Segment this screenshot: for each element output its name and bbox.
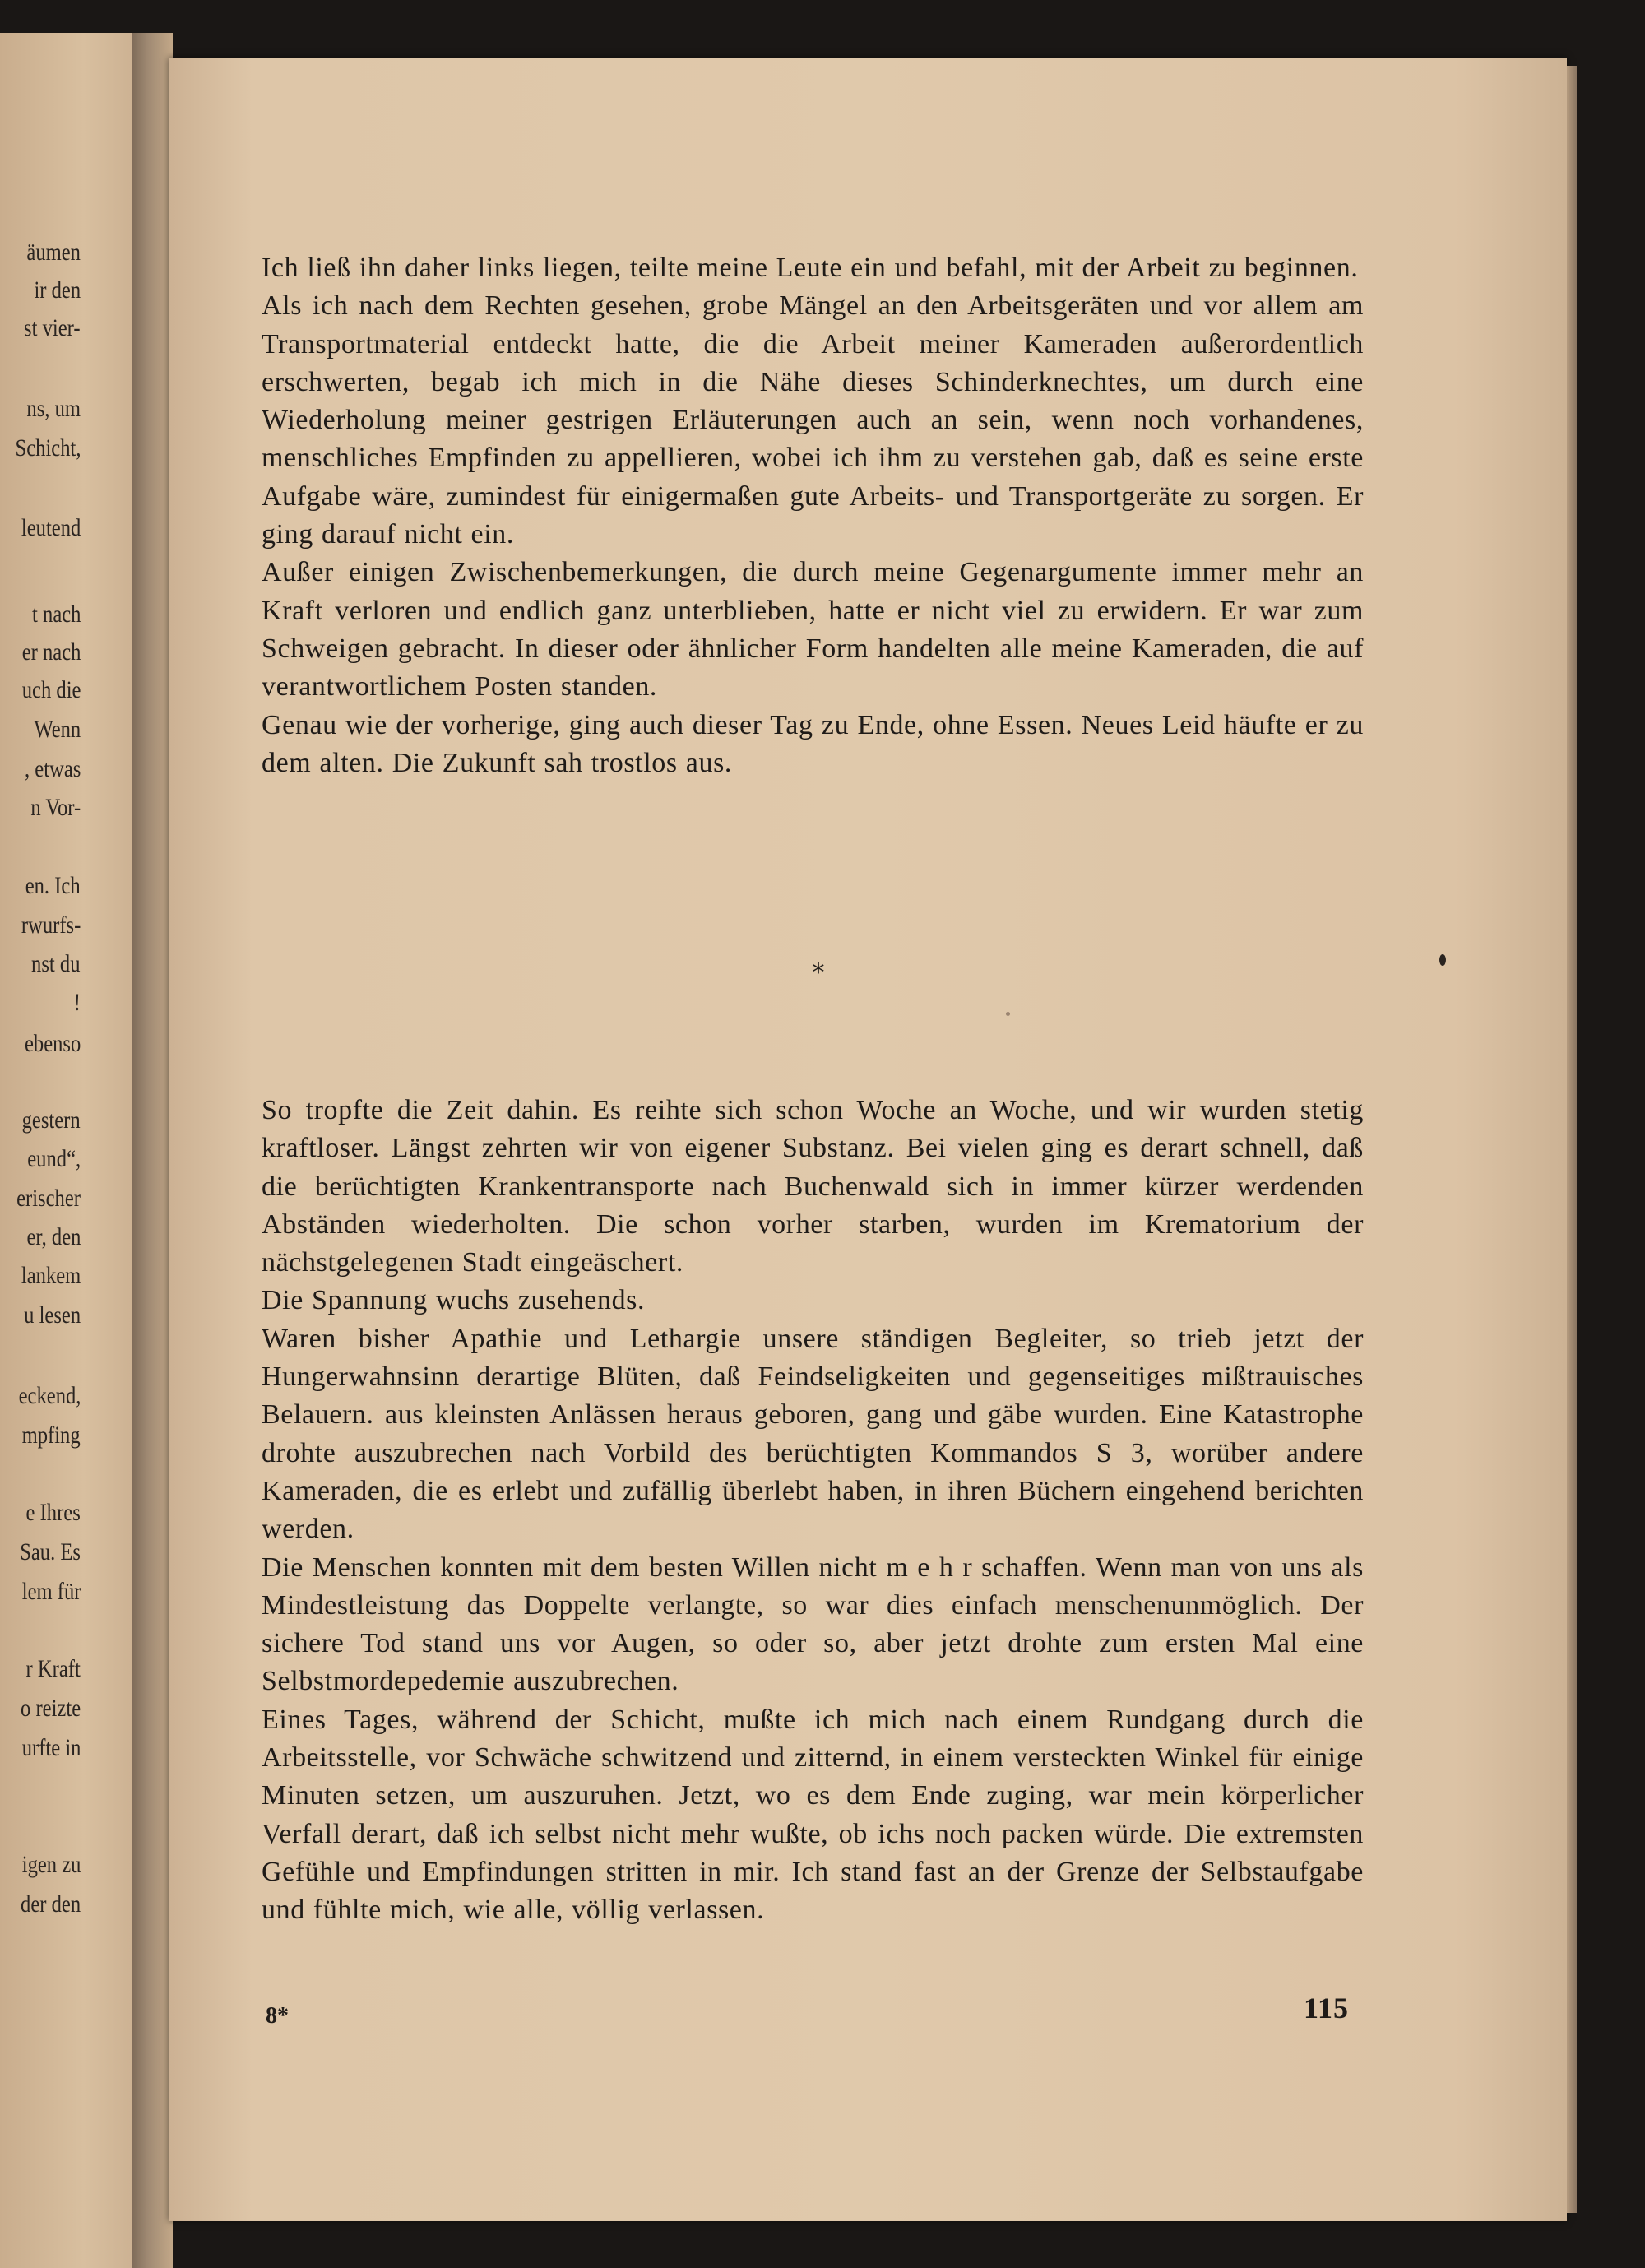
left-fragment: er nach [21, 638, 81, 666]
book-page [169, 58, 1567, 2221]
left-fragment: leutend [21, 514, 81, 541]
left-fragment: eckend, [18, 1382, 81, 1409]
left-fragment: igen zu [21, 1851, 81, 1878]
left-fragment: gestern [21, 1106, 81, 1134]
left-fragment: en. Ich [25, 872, 81, 899]
left-fragment: Schicht, [15, 434, 81, 461]
left-fragment: er, den [26, 1223, 81, 1250]
paragraph: Waren bisher Apathie und Lethargie unsere ständigen Begleiter, so trieb jetzt der Hungerwahnsinn derartige Blüten, daß Feindseligkeiten und gegenseitiges mißtrauisches Belauern. aus kleinsten Anlässen heraus geboren, gang und gäbe wurden. Eine Katastrophe drohte auszubrechen nach Vorbild des berüchtigten Kommandos S 3, worüber andere Kameraden, die es erlebt und zufällig überlebt haben, in ihren Büchern eingehend berichten werden. [262, 1323, 1364, 1545]
paragraph: Eines Tages, während der Schicht, mußte ich mich nach einem Rundgang durch die Arbeitsstelle, vor Schwäche schwitzend und zitternd, in einem versteckten Winkel für einige Minuten setzen, um auszuruhen. Jetzt, wo es dem Ende zuging, war mein körperlicher Verfall derart, daß ich selbst nicht mehr wußte, ob ichs noch packen würde. Die extremsten Gefühle und Empfindungen stritten in mir. Ich stand fast an der Grenze der Selbstaufgabe und fühlte mich, wie alle, völlig verlassen. [262, 1704, 1364, 1926]
ink-speck [1439, 954, 1446, 966]
left-fragment: Sau. Es [20, 1538, 81, 1565]
paragraph: Genau wie der vorherige, ging auch dieser Tag zu Ende, ohne Essen. Neues Leid häufte er zu dem alten. Die Zukunft sah trostlos aus. [262, 709, 1364, 778]
left-fragment: mpfing [21, 1422, 81, 1449]
paragraph: Außer einigen Zwischenbemerkungen, die durch meine Gegenargumente immer mehr an Kraft verloren und endlich ganz unterblieben, hatte er nicht viel zu erwidern. Er war zum Schweigen gebracht. In dieser oder ähnlicher Form handelten alle meine Kameraden, die auf verantwortlichem Posten standen. [262, 557, 1364, 703]
paragraph: Die Menschen konnten mit dem besten Willen nicht m e h r schaffen. Wenn man von uns als Mindestleistung das Doppelte verlangte, so war dies einfach menschenunmöglich. Der sichere Tod stand uns vor Augen, so oder so, aber jetzt drohte zum ersten Mal eine Selbstmordepedemie auszubrechen. [262, 1551, 1364, 1697]
left-fragment: Wenn [34, 716, 81, 743]
left-fragment: u lesen [24, 1301, 81, 1329]
left-fragment: uch die [21, 676, 81, 703]
left-fragment: r Kraft [25, 1655, 81, 1682]
left-fragment: ! [73, 989, 81, 1016]
left-fragment: rwurfs- [21, 911, 81, 939]
left-fragment: st vier- [24, 314, 81, 341]
book-gutter [132, 33, 173, 2268]
text-section-1 [262, 249, 1364, 782]
left-fragment: ns, um [26, 395, 81, 422]
paragraph: Als ich nach dem Rechten gesehen, grobe Mängel an den Arbeitsgeräten und vor allem am Transportmaterial entdeckt hatte, die die Arbeit meiner Kameraden außerordentlich erschwerten, begab ich mich in die Nähe dieses Schinderknechtes, um durch eine Wiederholung meiner gestrigen Erläuterungen auch an sein, wenn noch vorhandenes, menschliches Empfinden zu appellieren, wobei ich ihm zu verstehen gab, daß es seine erste Aufgabe wäre, zumindest für einigermaßen gute Arbeits- und Transportgeräte zu sorgen. Er ging darauf nicht ein. [262, 290, 1364, 550]
left-fragment: lem für [21, 1578, 81, 1605]
left-fragment: n Vor- [30, 794, 81, 821]
previous-page-edge [0, 33, 140, 2268]
left-fragment: o reizte [20, 1695, 81, 1722]
left-fragment: , etwas [24, 755, 81, 782]
left-fragment: erischer [16, 1185, 81, 1212]
section-separator: * [812, 958, 825, 987]
left-fragment: e Ihres [25, 1499, 81, 1526]
ink-speck [1006, 1012, 1010, 1016]
left-fragment: ir den [34, 276, 81, 304]
left-fragment: eund“, [27, 1145, 81, 1172]
signature-mark: 8* [266, 2003, 289, 2029]
left-fragment: ebenso [24, 1030, 81, 1057]
left-fragment: nst du [31, 950, 81, 977]
left-fragment: t nach [31, 601, 81, 628]
left-fragment: lankem [21, 1262, 81, 1289]
left-fragment: urfte in [21, 1734, 81, 1761]
paragraph: Die Spannung wuchs zusehends. [262, 1285, 646, 1316]
paragraph: Ich ließ ihn daher links liegen, teilte meine Leute ein und befahl, mit der Arbeit zu beginnen. [262, 253, 1359, 283]
page-number: 115 [1304, 1992, 1350, 2025]
text-section-2 [262, 1092, 1364, 1930]
paragraph: So tropfte die Zeit dahin. Es reihte sich schon Woche an Woche, und wir wurden stetig kraftloser. Längst zehrten wir von eigener Substanz. Bei vielen ging es derart schnell, daß die berüchtigten Krankentransporte nach Buchenwald sich in immer kürzer werdenden Abständen wiederholten. Die schon vorher starben, wurden im Krematorium der nächstgelegenen Stadt eingeäschert. [262, 1095, 1364, 1278]
left-fragment: äumen [26, 239, 81, 266]
page-edge [1567, 66, 1577, 2213]
left-fragment: der den [20, 1890, 81, 1918]
